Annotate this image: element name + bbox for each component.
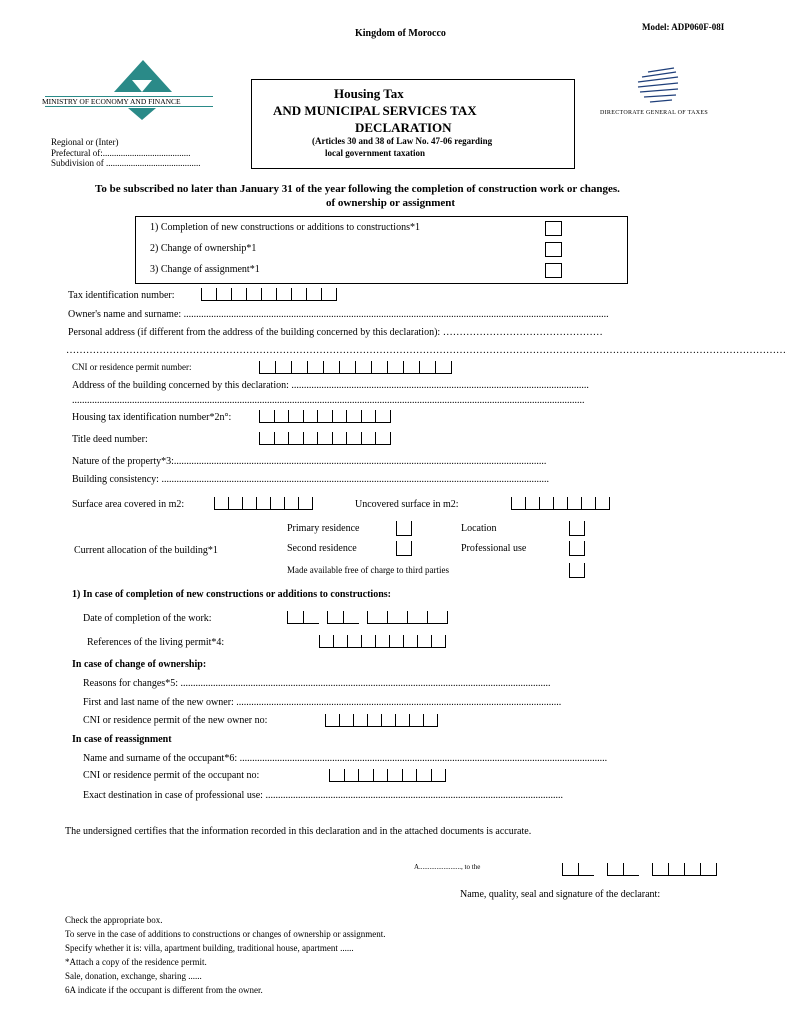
location-label: Location (461, 523, 497, 534)
cni-boxes[interactable] (259, 361, 452, 374)
new-owner-cni-boxes[interactable] (325, 714, 438, 727)
model-number: Model: ADP060F-08I (642, 22, 725, 32)
tax-id-boxes[interactable] (201, 288, 337, 301)
title-articles1: (Articles 30 and 38 of Law No. 47-06 regarding (312, 136, 493, 146)
professional-use-checkbox[interactable] (569, 541, 585, 556)
ministry-emblem-icon (40, 56, 225, 126)
living-permit-label: References of the living permit*4: (87, 637, 225, 648)
option-assignment-checkbox[interactable] (545, 263, 562, 278)
note-5: Sale, donation, exchange, sharing ...... (65, 971, 202, 981)
tax-id-label: Tax identification number: (68, 290, 175, 301)
primary-residence-label: Primary residence (287, 523, 360, 534)
ministry-name: MINISTRY OF ECONOMY AND FINANCE (42, 97, 181, 106)
note-1: Check the appropriate box. (65, 915, 163, 925)
covered-area-label: Surface area covered in m2: (72, 499, 185, 510)
option-completion-checkbox[interactable] (545, 221, 562, 236)
ministry-logo (40, 56, 225, 126)
housing-tax-id-boxes[interactable] (259, 410, 391, 423)
option-ownership-label: 2) Change of ownership*1 (150, 243, 257, 254)
free-use-checkbox[interactable] (569, 563, 585, 578)
professional-destination-field[interactable]: Exact destination in case of professional use: ....................................................................................................................... (83, 790, 563, 801)
note-2: To serve in the case of additions to constructions or changes of ownership or assignment. (65, 929, 386, 939)
uncovered-area-boxes[interactable] (511, 497, 610, 510)
uncovered-area-label: Uncovered surface in m2: (355, 499, 459, 510)
title-line2: AND MUNICIPAL SERVICES TAX (273, 103, 477, 118)
deadline-line2: of ownership or assignment (326, 197, 456, 209)
note-6: 6A indicate if the occupant is different from the owner. (65, 985, 263, 995)
place-date-label: A........................, to the (414, 863, 481, 871)
completion-section-heading: 1) In case of completion of new constructions or additions to constructions: (72, 589, 391, 600)
second-residence-label: Second residence (287, 543, 357, 554)
subdivision-label: Subdivision of .......................................... (51, 158, 201, 168)
building-consistency-field[interactable]: Building consistency: ........................................................................................................................................................... (72, 474, 549, 485)
occupant-name-field[interactable]: Name and surname of the occupant*6: ................................................................................................................................................... (83, 753, 608, 764)
personal-address-continued[interactable]: ……………………………………………………………………………………………………………………………………………………………………………………………… (66, 345, 786, 356)
option-ownership-checkbox[interactable] (545, 242, 562, 257)
personal-address-field[interactable]: Personal address (if different from the address of the building concerned by this declaration): ………………………………………… (68, 327, 603, 338)
completion-date-boxes[interactable] (287, 611, 448, 624)
directorate-name: DIRECTORATE GENERAL OF TAXES (600, 110, 708, 116)
completion-date-label: Date of completion of the work: (83, 613, 212, 624)
free-use-label: Made available free of charge to third parties (287, 565, 450, 575)
new-owner-cni-label: CNI or residence permit of the new owner no: (83, 715, 268, 726)
directorate-logo (598, 62, 718, 122)
ownership-section-heading: In case of change of ownership: (72, 659, 207, 670)
second-residence-checkbox[interactable] (396, 541, 412, 556)
occupant-cni-label: CNI or residence permit of the occupant no: (83, 770, 260, 781)
title-line1: Housing Tax (334, 86, 404, 101)
building-address-field[interactable]: Address of the building concerned by this declaration: ....................................................................................................................... (72, 380, 589, 391)
note-3: Specify whether it is: villa, apartment building, traditional house, apartment ...... (65, 943, 354, 953)
owner-name-field[interactable]: Owner's name and surname: .......................................................................................................................................................................... (68, 309, 609, 320)
property-nature-field[interactable]: Nature of the property*3:..................................................................................................................................................... (72, 456, 547, 467)
primary-residence-checkbox[interactable] (396, 521, 412, 536)
prefectural-label: Prefectural of:....................................... (51, 148, 191, 158)
country-heading: Kingdom of Morocco (355, 28, 446, 39)
title-articles2: local government taxation (325, 148, 425, 158)
cni-label: CNI or residence permit number: (72, 362, 192, 372)
new-owner-name-field[interactable]: First and last name of the new owner: .................................................................................................................................. (83, 697, 562, 708)
regional-label: Regional or (Inter) (51, 137, 119, 147)
living-permit-boxes[interactable] (319, 635, 446, 648)
option-completion-label: 1) Completion of new constructions or additions to constructions*1 (150, 222, 420, 233)
allocation-label: Current allocation of the building*1 (74, 545, 218, 556)
option-assignment-label: 3) Change of assignment*1 (150, 264, 260, 275)
change-reasons-field[interactable]: Reasons for changes*5: .................................................................................................................................................... (83, 678, 551, 689)
certification-statement: The undersigned certifies that the information recorded in this declaration and in the attached documents is accurate. (65, 826, 532, 837)
title-deed-boxes[interactable] (259, 432, 391, 445)
signature-label: Name, quality, seal and signature of the declarant: (460, 889, 661, 900)
title-line3: DECLARATION (355, 120, 452, 135)
signature-date-boxes[interactable] (562, 863, 717, 876)
note-4: *Attach a copy of the residence permit. (65, 957, 207, 967)
title-deed-label: Title deed number: (72, 434, 148, 445)
globe-icon (598, 62, 718, 112)
location-checkbox[interactable] (569, 521, 585, 536)
deadline-line1: To be subscribed no later than January 31 of the year following the completion of construction work or changes. (95, 183, 620, 195)
housing-tax-id-label: Housing tax identification number*2n°: (72, 412, 232, 423)
occupant-cni-boxes[interactable] (329, 769, 446, 782)
professional-use-label: Professional use (461, 543, 527, 554)
covered-area-boxes[interactable] (214, 497, 313, 510)
building-address-continued[interactable]: ............................................................................................................................................................................................................. (72, 395, 585, 406)
reassignment-section-heading: In case of reassignment (72, 734, 172, 745)
